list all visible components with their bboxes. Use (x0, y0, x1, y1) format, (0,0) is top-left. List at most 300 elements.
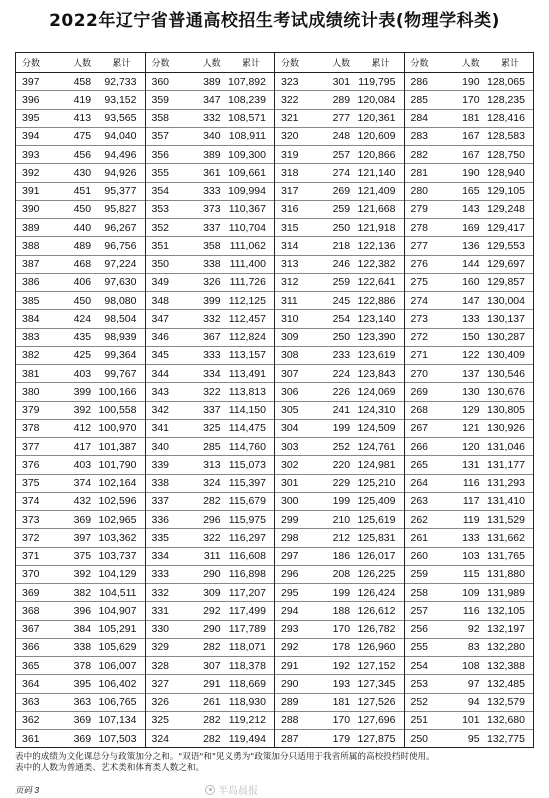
cumulative-cell: 120,609 (357, 130, 396, 143)
count-cell: 369 (73, 714, 92, 727)
count-cell: 181 (332, 696, 351, 709)
cumulative-cell: 126,017 (357, 550, 396, 563)
score-cell: 383 (22, 331, 40, 344)
table-row (16, 548, 145, 566)
score-cell: 368 (22, 604, 40, 617)
cumulative-cell: 112,824 (228, 331, 266, 344)
score-cell: 269 (410, 385, 429, 398)
cumulative-cell: 96,756 (104, 239, 137, 252)
score-cell: 369 (22, 586, 40, 599)
count-cell: 322 (203, 531, 221, 544)
cumulative-cell: 129,857 (487, 276, 525, 289)
table-row (146, 365, 275, 383)
cumulative-cell: 130,676 (487, 385, 525, 398)
score-cell: 307 (281, 367, 299, 380)
table-header (16, 53, 145, 73)
count-cell: 248 (332, 130, 351, 143)
cumulative-cell: 128,750 (487, 148, 525, 161)
score-cell: 349 (151, 276, 170, 289)
table-row (16, 456, 145, 474)
table-row (146, 402, 275, 420)
table-row (146, 347, 275, 365)
score-cell: 354 (151, 185, 170, 198)
cumulative-cell: 123,619 (357, 349, 396, 362)
table-row (405, 456, 534, 474)
header-cumulative: 累计 (241, 59, 260, 69)
table-row (16, 712, 145, 730)
table-row (146, 91, 275, 109)
header-count: 人数 (461, 59, 480, 69)
count-cell: 292 (203, 604, 221, 617)
table-row (146, 511, 275, 529)
score-cell: 320 (281, 130, 299, 143)
score-cell: 326 (151, 696, 170, 709)
count-cell: 417 (73, 440, 92, 453)
cumulative-cell: 128,416 (487, 112, 525, 125)
score-cell: 346 (151, 331, 170, 344)
score-cell: 294 (281, 604, 299, 617)
score-cell: 342 (151, 404, 170, 417)
count-cell: 458 (73, 75, 92, 88)
cumulative-cell: 125,619 (357, 513, 396, 526)
score-cell: 283 (410, 130, 429, 143)
table-row (146, 566, 275, 584)
table-row (146, 730, 275, 747)
score-cell: 257 (410, 604, 429, 617)
score-cell: 330 (151, 623, 170, 636)
count-cell: 169 (462, 221, 480, 234)
cumulative-cell: 117,499 (228, 604, 266, 617)
cumulative-cell: 108,911 (228, 130, 266, 143)
count-cell: 489 (73, 239, 92, 252)
table-row (275, 183, 404, 201)
count-cell: 456 (73, 148, 92, 161)
page-label: 页码 3 (15, 785, 40, 795)
score-cell: 334 (151, 550, 170, 563)
count-cell: 250 (332, 221, 351, 234)
score-cell: 256 (410, 623, 429, 636)
table-row (405, 584, 534, 602)
count-cell: 274 (332, 166, 351, 179)
count-cell: 309 (203, 586, 221, 599)
score-cell: 276 (410, 258, 429, 271)
table-row (405, 110, 534, 128)
count-cell: 282 (203, 641, 221, 654)
score-cell: 296 (281, 568, 299, 581)
cumulative-cell: 115,975 (228, 513, 266, 526)
table-row (275, 621, 404, 639)
table-row (16, 621, 145, 639)
score-cell: 384 (22, 312, 40, 325)
table-row (16, 201, 145, 219)
table-row (405, 475, 534, 493)
cumulative-cell: 115,073 (228, 458, 266, 471)
table-row (275, 128, 404, 146)
cumulative-cell: 116,898 (228, 568, 266, 581)
cumulative-cell: 130,926 (487, 422, 525, 435)
score-cell: 279 (410, 203, 429, 216)
table-row (275, 201, 404, 219)
count-cell: 333 (203, 349, 221, 362)
table-row (405, 347, 534, 365)
count-cell: 382 (73, 586, 92, 599)
count-cell: 367 (203, 331, 221, 344)
score-cell: 388 (22, 239, 40, 252)
cumulative-cell: 127,875 (357, 732, 396, 745)
table-row (405, 274, 534, 292)
count-cell: 165 (462, 185, 480, 198)
cumulative-cell: 122,382 (357, 258, 396, 271)
cumulative-cell: 93,152 (104, 93, 137, 106)
count-cell: 338 (73, 641, 92, 654)
count-cell: 199 (332, 586, 351, 599)
score-cell: 312 (281, 276, 299, 289)
table-row (275, 73, 404, 91)
score-cell: 336 (151, 513, 170, 526)
score-cell: 305 (281, 404, 299, 417)
table-row (146, 694, 275, 712)
score-cell: 282 (410, 148, 429, 161)
table-row (405, 164, 534, 182)
cumulative-cell: 132,280 (487, 641, 525, 654)
cumulative-cell: 124,981 (357, 458, 396, 471)
table-row (275, 310, 404, 328)
score-cell: 387 (22, 258, 40, 271)
count-cell: 290 (203, 568, 221, 581)
score-cell: 339 (151, 458, 170, 471)
cumulative-cell: 94,496 (104, 148, 137, 161)
score-cell: 337 (151, 495, 170, 508)
score-cell: 255 (410, 641, 429, 654)
cumulative-cell: 127,696 (357, 714, 396, 727)
table-row (405, 219, 534, 237)
cumulative-cell: 98,504 (104, 312, 137, 325)
cumulative-cell: 110,704 (228, 221, 266, 234)
table-row (275, 329, 404, 347)
count-cell: 108 (462, 659, 480, 672)
score-cell: 270 (410, 367, 429, 380)
table-row (275, 91, 404, 109)
count-cell: 115 (462, 568, 480, 581)
score-cell: 273 (410, 312, 429, 325)
table-row (275, 402, 404, 420)
cumulative-cell: 97,630 (104, 276, 137, 289)
score-cell: 314 (281, 239, 299, 252)
cumulative-cell: 101,387 (98, 440, 137, 453)
cumulative-cell: 96,267 (104, 221, 137, 234)
count-cell: 361 (203, 166, 221, 179)
count-cell: 375 (73, 550, 92, 563)
score-cell: 394 (22, 130, 40, 143)
count-cell: 133 (462, 312, 480, 325)
cumulative-cell: 117,207 (228, 586, 266, 599)
cumulative-cell: 131,177 (487, 458, 525, 471)
table-row (275, 639, 404, 657)
count-cell: 435 (73, 331, 92, 344)
count-cell: 160 (462, 276, 480, 289)
score-cell: 358 (151, 112, 170, 125)
table-row (16, 511, 145, 529)
count-cell: 119 (462, 513, 480, 526)
count-cell: 259 (332, 203, 351, 216)
table-header (275, 53, 404, 73)
watermark-text: 半岛晨报 (218, 786, 258, 797)
count-cell: 403 (73, 458, 92, 471)
score-cell: 356 (151, 148, 170, 161)
table-row (405, 237, 534, 255)
count-cell: 179 (332, 732, 351, 745)
cumulative-cell: 127,345 (357, 677, 396, 690)
table-row (405, 402, 534, 420)
count-cell: 392 (73, 568, 92, 581)
cumulative-cell: 111,726 (229, 276, 266, 289)
cumulative-cell: 100,970 (98, 422, 137, 435)
count-cell: 137 (462, 367, 480, 380)
table-row (146, 493, 275, 511)
score-cell: 396 (22, 93, 40, 106)
table-row (405, 310, 534, 328)
table-row (146, 73, 275, 91)
table-row (16, 292, 145, 310)
count-cell: 109 (462, 586, 480, 599)
score-cell: 373 (22, 513, 40, 526)
score-cell: 271 (410, 349, 429, 362)
cumulative-cell: 99,767 (104, 367, 137, 380)
cumulative-cell: 123,843 (357, 367, 396, 380)
table-notes (15, 752, 534, 774)
table-row (275, 712, 404, 730)
cumulative-cell: 107,134 (98, 714, 137, 727)
table-row (16, 602, 145, 620)
score-cell: 378 (22, 422, 40, 435)
count-cell: 277 (332, 112, 351, 125)
table-row (405, 566, 534, 584)
score-cell: 266 (410, 440, 429, 453)
cumulative-cell: 100,166 (98, 385, 137, 398)
table-row (146, 201, 275, 219)
cumulative-cell: 92,733 (104, 75, 137, 88)
score-cell: 260 (410, 550, 429, 563)
score-cell: 390 (22, 203, 40, 216)
cumulative-cell: 129,417 (487, 221, 525, 234)
count-cell: 337 (203, 221, 221, 234)
count-cell: 193 (332, 677, 351, 690)
count-cell: 413 (73, 112, 92, 125)
score-cell: 389 (22, 221, 40, 234)
cumulative-cell: 128,065 (487, 75, 525, 88)
table-row (275, 438, 404, 456)
count-cell: 210 (332, 513, 351, 526)
count-cell: 358 (203, 239, 221, 252)
cumulative-cell: 125,409 (357, 495, 396, 508)
score-cell: 309 (281, 331, 299, 344)
table-block-4 (405, 53, 534, 747)
score-cell: 372 (22, 531, 40, 544)
header-count: 人数 (332, 59, 351, 69)
count-cell: 395 (73, 677, 92, 690)
count-cell: 337 (203, 404, 221, 417)
table-row (275, 694, 404, 712)
table-row (275, 146, 404, 164)
cumulative-cell: 99,364 (104, 349, 137, 362)
cumulative-cell: 104,511 (99, 586, 137, 599)
score-cell: 316 (281, 203, 299, 216)
count-cell: 340 (203, 130, 221, 143)
score-cell: 321 (281, 112, 299, 125)
cumulative-cell: 130,287 (487, 331, 525, 344)
score-cell: 365 (22, 659, 40, 672)
count-cell: 190 (462, 166, 480, 179)
table-row (146, 310, 275, 328)
score-cell: 340 (151, 440, 170, 453)
score-cell: 391 (22, 185, 40, 198)
count-cell: 233 (332, 349, 351, 362)
table-row (146, 274, 275, 292)
table-row (275, 219, 404, 237)
cumulative-cell: 121,409 (357, 185, 396, 198)
count-cell: 432 (73, 495, 92, 508)
cumulative-cell: 117,789 (228, 623, 266, 636)
cumulative-cell: 124,761 (357, 440, 396, 453)
score-cell: 278 (410, 221, 429, 234)
score-cell: 251 (410, 714, 429, 727)
score-cell: 298 (281, 531, 299, 544)
score-cell: 397 (22, 75, 40, 88)
cumulative-cell: 120,084 (357, 93, 396, 106)
cumulative-cell: 131,529 (487, 513, 525, 526)
cumulative-cell: 109,300 (228, 148, 266, 161)
cumulative-cell: 106,007 (98, 659, 137, 672)
cumulative-cell: 132,105 (487, 604, 525, 617)
count-cell: 116 (462, 477, 480, 490)
score-cell: 363 (22, 696, 40, 709)
cumulative-cell: 115,397 (228, 477, 266, 490)
score-cell: 380 (22, 385, 40, 398)
table-row (275, 274, 404, 292)
cumulative-cell: 102,965 (98, 513, 137, 526)
cumulative-cell: 102,164 (98, 477, 137, 490)
table-row (275, 347, 404, 365)
table-row (275, 548, 404, 566)
count-cell: 129 (462, 404, 480, 417)
score-cell: 272 (410, 331, 429, 344)
cumulative-cell: 129,553 (487, 239, 525, 252)
table-row (405, 256, 534, 274)
table-row (275, 493, 404, 511)
table-block-3 (275, 53, 405, 747)
cumulative-cell: 131,293 (487, 477, 525, 490)
count-cell: 301 (332, 75, 351, 88)
score-cell: 302 (281, 458, 299, 471)
cumulative-cell: 104,129 (98, 568, 137, 581)
table-row (16, 694, 145, 712)
cumulative-cell: 120,866 (357, 148, 396, 161)
cumulative-cell: 131,989 (487, 586, 525, 599)
header-score: 分数 (410, 59, 429, 69)
cumulative-cell: 119,795 (358, 75, 396, 88)
count-cell: 326 (203, 276, 221, 289)
count-cell: 95 (467, 732, 480, 745)
score-cell: 285 (410, 93, 429, 106)
cumulative-cell: 132,775 (487, 732, 525, 745)
cumulative-cell: 94,926 (104, 166, 137, 179)
table-row (275, 566, 404, 584)
table-row (16, 310, 145, 328)
cumulative-cell: 123,390 (357, 331, 396, 344)
score-cell: 259 (410, 568, 429, 581)
table-row (16, 146, 145, 164)
page-title: 2022年辽宁省普通高校招生考试成绩统计表(物理学科类) (49, 11, 500, 31)
count-cell: 396 (73, 604, 92, 617)
cumulative-cell: 111,400 (229, 258, 266, 271)
cumulative-cell: 126,225 (357, 568, 396, 581)
table-row (275, 110, 404, 128)
table-row (146, 584, 275, 602)
table-row (146, 602, 275, 620)
score-cell: 360 (151, 75, 170, 88)
cumulative-cell: 107,892 (228, 75, 266, 88)
table-row (16, 128, 145, 146)
count-cell: 226 (332, 385, 351, 398)
table-row (146, 329, 275, 347)
count-cell: 218 (332, 239, 351, 252)
table-row (146, 420, 275, 438)
cumulative-cell: 129,105 (487, 185, 525, 198)
cumulative-cell: 114,475 (228, 422, 266, 435)
table-row (405, 183, 534, 201)
score-cell: 319 (281, 148, 299, 161)
count-cell: 92 (467, 623, 480, 636)
header-count: 人数 (202, 59, 221, 69)
score-cell: 301 (281, 477, 299, 490)
score-cell: 289 (281, 696, 299, 709)
count-cell: 282 (203, 495, 221, 508)
score-cell: 252 (410, 696, 429, 709)
count-cell: 384 (73, 623, 92, 636)
table-row (16, 91, 145, 109)
score-cell: 332 (151, 586, 170, 599)
table-row (405, 657, 534, 675)
score-cell: 381 (22, 367, 40, 380)
count-cell: 170 (332, 623, 351, 636)
count-cell: 170 (332, 714, 351, 727)
score-cell: 375 (22, 477, 40, 490)
count-cell: 178 (332, 641, 351, 654)
count-cell: 450 (73, 294, 92, 307)
score-cell: 297 (281, 550, 299, 563)
table-row (16, 365, 145, 383)
cumulative-cell: 113,491 (228, 367, 266, 380)
score-cell: 331 (151, 604, 170, 617)
count-cell: 199 (332, 495, 351, 508)
score-cell: 359 (151, 93, 170, 106)
count-cell: 334 (203, 367, 221, 380)
count-cell: 122 (462, 349, 480, 362)
score-cell: 286 (410, 75, 429, 88)
score-cell: 253 (410, 677, 429, 690)
table-row (405, 511, 534, 529)
header-score: 分数 (22, 59, 41, 69)
count-cell: 282 (203, 732, 221, 745)
score-cell: 274 (410, 294, 429, 307)
count-cell: 406 (73, 276, 92, 289)
count-cell: 103 (462, 550, 480, 563)
table-row (405, 730, 534, 747)
cumulative-cell: 121,918 (357, 221, 396, 234)
table-row (146, 256, 275, 274)
table-row (405, 694, 534, 712)
header-count: 人数 (73, 59, 92, 69)
